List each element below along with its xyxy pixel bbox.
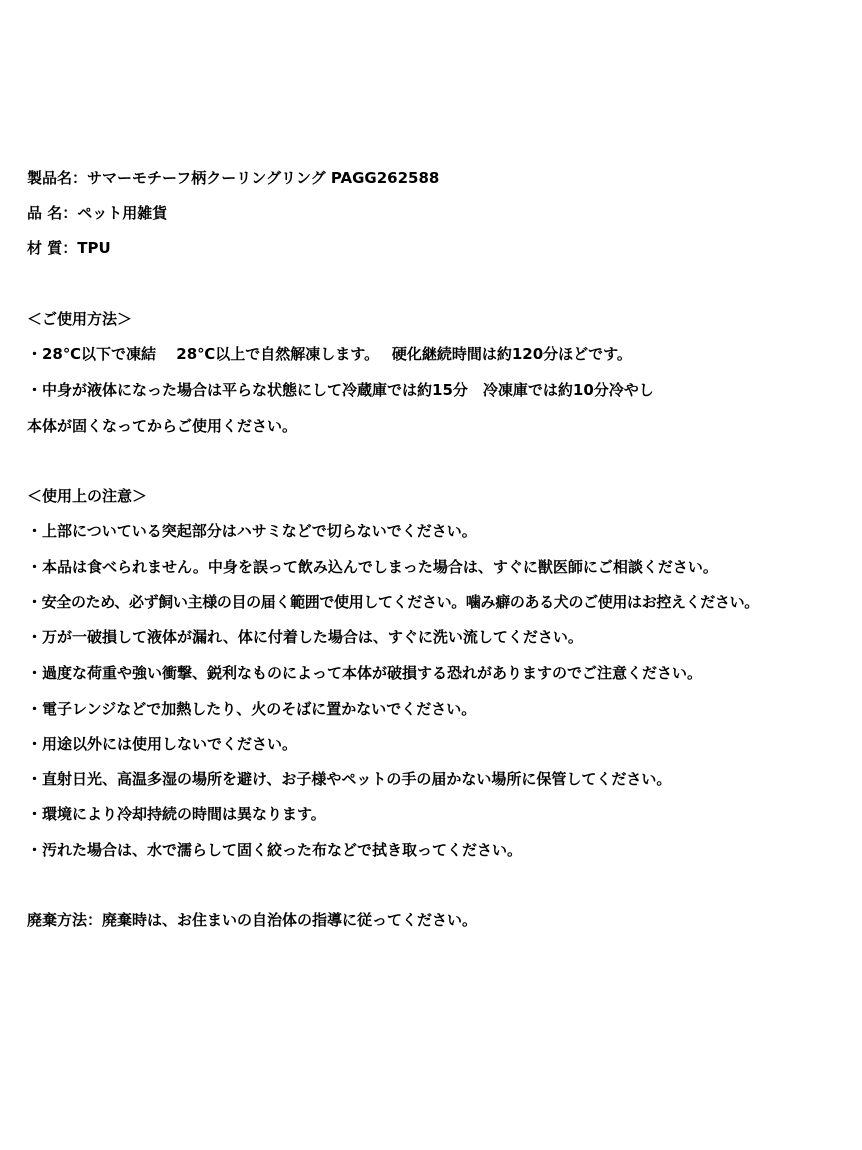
- item-name-line: 品 名：ペット用雑貨: [27, 204, 168, 222]
- caution-item: ・環境により冷却持続の時間は異なります。: [27, 805, 326, 823]
- caution-item: ・上部についている突起部分はハサミなどで切らないでください。: [27, 522, 477, 540]
- caution-item: ・汚れた場合は、水で濡らして固く絞った布などで拭き取ってください。: [27, 841, 523, 859]
- caution-item: ・万が一破損して液体が漏れ、体に付着した場合は、すぐに洗い流してください。: [27, 628, 583, 646]
- material-line: 材 質：TPU: [27, 239, 111, 257]
- caution-item: ・過度な荷重や強い衝撃、鋭利なものによって本体が破損する恐れがありますのでご注意ください。: [27, 664, 703, 682]
- usage-line: 本体が固くなってからご使用ください。: [27, 417, 298, 435]
- usage-line: ・中身が液体になった場合は平らな状態にして冷蔵庫では約15分 冷凍庫では約10分冷やし: [27, 381, 654, 399]
- caution-item: ・安全のため、必ず飼い主様の目の届く範囲で使用してください。噛み癖のある犬のご使用はお控えください。: [27, 593, 759, 611]
- cautions-heading: ＜使用上の注意＞: [27, 487, 148, 505]
- caution-item: ・電子レンジなどで加熱したり、火のそばに置かないでください。: [27, 700, 477, 718]
- usage-heading: ＜ご使用方法＞: [27, 310, 133, 328]
- caution-item: ・用途以外には使用しないでください。: [27, 735, 298, 753]
- caution-item: ・直射日光、高温多湿の場所を避け、お子様やペットの手の届かない場所に保管してください。: [27, 770, 672, 788]
- caution-item: ・本品は食べられません。中身を誤って飲み込んでしまった場合は、すぐに獣医師にご相談ください。: [27, 558, 718, 576]
- usage-line: ・28℃以下で凍結 28℃以上で自然解凍します。 硬化継続時間は約120分ほどです。: [27, 345, 632, 363]
- disposal-line: 廃棄方法：廃棄時は、お住まいの自治体の指導に従ってください。: [27, 911, 478, 929]
- product-name-line: 製品名：サマーモチーフ柄クーリングリング PAGG262588: [27, 169, 440, 187]
